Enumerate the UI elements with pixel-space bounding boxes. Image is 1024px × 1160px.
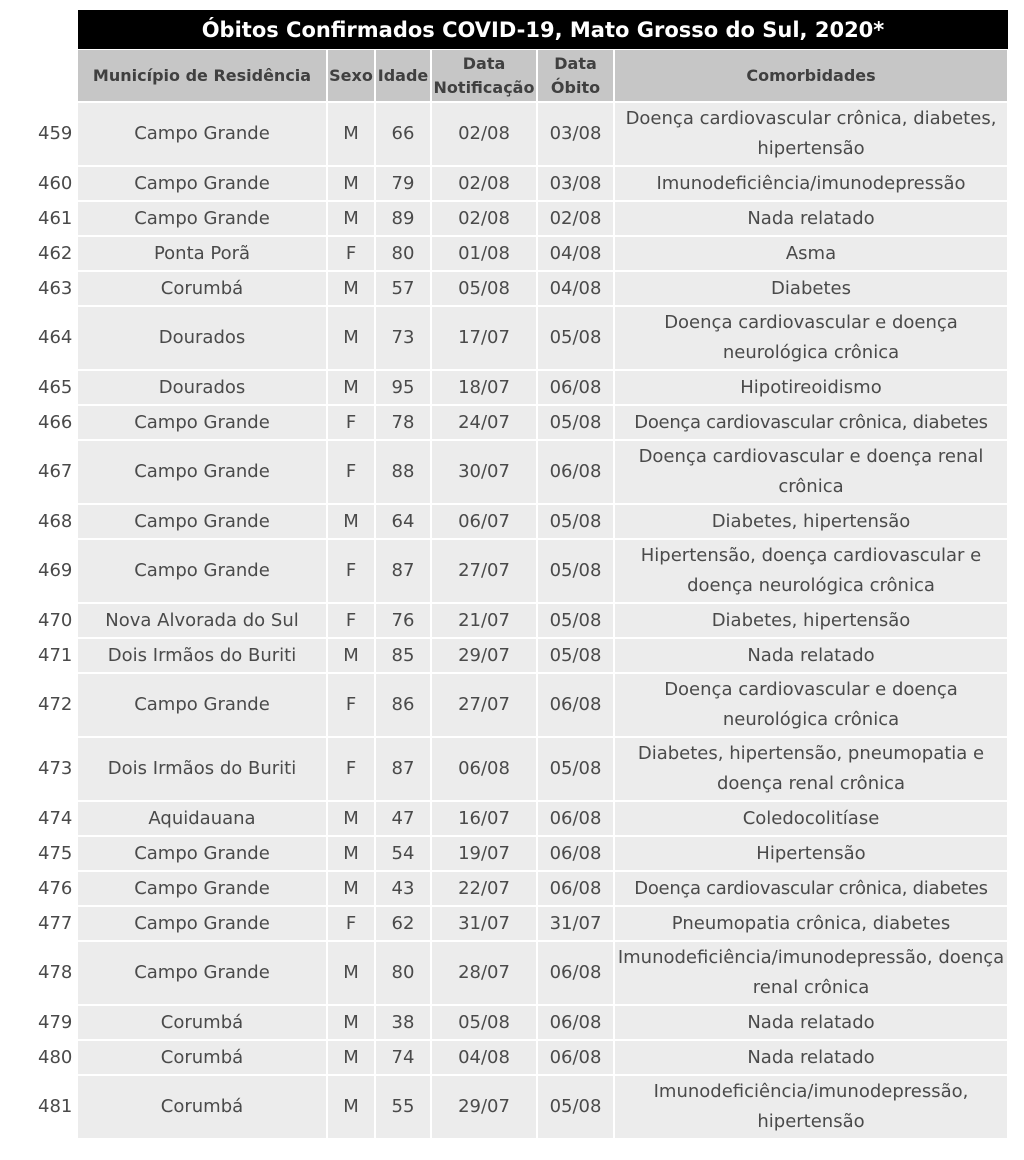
- cell-municipio: Campo Grande: [78, 872, 328, 907]
- cell-idade: 57: [376, 272, 432, 307]
- cell-municipio: Campo Grande: [78, 406, 328, 441]
- table-row: [34, 103, 1009, 167]
- cell-sexo: F: [328, 738, 376, 802]
- cell-data-notificacao: 06/08: [432, 738, 538, 802]
- cell-data-notificacao: 27/07: [432, 674, 538, 738]
- cell-sexo: M: [328, 202, 376, 237]
- cell-data-notificacao: 02/08: [432, 202, 538, 237]
- cell-comorbidades: Nada relatado: [615, 202, 1009, 237]
- table-row: [34, 441, 1009, 505]
- row-number: 461: [34, 202, 78, 237]
- cell-idade: 95: [376, 371, 432, 406]
- cell-idade: 78: [376, 406, 432, 441]
- cell-data-obito: 06/08: [538, 1041, 615, 1076]
- row-number: 463: [34, 272, 78, 307]
- cell-sexo: M: [328, 371, 376, 406]
- row-number: 475: [34, 837, 78, 872]
- cell-idade: 66: [376, 103, 432, 167]
- cell-municipio: Corumbá: [78, 1076, 328, 1140]
- table-row: [34, 307, 1009, 371]
- header-municipio: Município de Residência: [78, 50, 328, 103]
- cell-municipio: Campo Grande: [78, 942, 328, 1006]
- cell-sexo: M: [328, 505, 376, 540]
- cell-data-obito: 05/08: [538, 307, 615, 371]
- cell-sexo: F: [328, 604, 376, 639]
- cell-idade: 80: [376, 237, 432, 272]
- cell-municipio: Campo Grande: [78, 103, 328, 167]
- cell-comorbidades: Imunodeficiência/imunodepressão, hipertensão: [615, 1076, 1009, 1140]
- cell-idade: 88: [376, 441, 432, 505]
- cell-idade: 74: [376, 1041, 432, 1076]
- cell-idade: 87: [376, 738, 432, 802]
- cell-comorbidades: Diabetes: [615, 272, 1009, 307]
- cell-data-notificacao: 19/07: [432, 837, 538, 872]
- cell-data-notificacao: 02/08: [432, 103, 538, 167]
- cell-comorbidades: Doença cardiovascular e doença neurológica crônica: [615, 674, 1009, 738]
- cell-comorbidades: Coledocolitíase: [615, 802, 1009, 837]
- row-number: 472: [34, 674, 78, 738]
- row-number: 459: [34, 103, 78, 167]
- cell-data-notificacao: 27/07: [432, 540, 538, 604]
- deaths-table: [34, 50, 1009, 1140]
- row-number: 468: [34, 505, 78, 540]
- cell-municipio: Ponta Porã: [78, 237, 328, 272]
- cell-data-obito: 06/08: [538, 802, 615, 837]
- cell-data-notificacao: 30/07: [432, 441, 538, 505]
- cell-municipio: Dois Irmãos do Buriti: [78, 639, 328, 674]
- table-body: [34, 103, 1009, 1140]
- table-row: [34, 237, 1009, 272]
- header-sexo: Sexo: [328, 50, 376, 103]
- row-number: 477: [34, 907, 78, 942]
- cell-comorbidades: Hipertensão: [615, 837, 1009, 872]
- cell-municipio: Campo Grande: [78, 505, 328, 540]
- cell-data-notificacao: 05/08: [432, 272, 538, 307]
- cell-sexo: M: [328, 802, 376, 837]
- row-number: 478: [34, 942, 78, 1006]
- cell-data-notificacao: 01/08: [432, 237, 538, 272]
- cell-data-obito: 04/08: [538, 272, 615, 307]
- cell-data-obito: 06/08: [538, 1006, 615, 1041]
- row-number: 481: [34, 1076, 78, 1140]
- cell-data-obito: 02/08: [538, 202, 615, 237]
- cell-data-notificacao: 22/07: [432, 872, 538, 907]
- cell-data-obito: 04/08: [538, 237, 615, 272]
- table-row: [34, 272, 1009, 307]
- cell-data-obito: 06/08: [538, 371, 615, 406]
- cell-municipio: Campo Grande: [78, 167, 328, 202]
- cell-idade: 86: [376, 674, 432, 738]
- table-header: [34, 50, 1009, 103]
- cell-idade: 87: [376, 540, 432, 604]
- cell-data-notificacao: 05/08: [432, 1006, 538, 1041]
- cell-data-obito: 05/08: [538, 738, 615, 802]
- table-row: [34, 371, 1009, 406]
- cell-comorbidades: Diabetes, hipertensão: [615, 604, 1009, 639]
- row-number: 464: [34, 307, 78, 371]
- cell-idade: 54: [376, 837, 432, 872]
- table-row: [34, 202, 1009, 237]
- cell-municipio: Dois Irmãos do Buriti: [78, 738, 328, 802]
- cell-idade: 43: [376, 872, 432, 907]
- cell-sexo: F: [328, 406, 376, 441]
- cell-municipio: Corumbá: [78, 1041, 328, 1076]
- cell-municipio: Campo Grande: [78, 907, 328, 942]
- cell-idade: 80: [376, 942, 432, 1006]
- row-number: 471: [34, 639, 78, 674]
- cell-data-notificacao: 31/07: [432, 907, 538, 942]
- cell-data-notificacao: 18/07: [432, 371, 538, 406]
- cell-comorbidades: Nada relatado: [615, 1006, 1009, 1041]
- cell-comorbidades: Nada relatado: [615, 639, 1009, 674]
- cell-data-notificacao: 17/07: [432, 307, 538, 371]
- cell-data-notificacao: 06/07: [432, 505, 538, 540]
- cell-sexo: F: [328, 674, 376, 738]
- header-data-obito: Data Óbito: [538, 50, 615, 103]
- cell-municipio: Nova Alvorada do Sul: [78, 604, 328, 639]
- cell-data-obito: 05/08: [538, 505, 615, 540]
- row-number: 476: [34, 872, 78, 907]
- cell-comorbidades: Pneumopatia crônica, diabetes: [615, 907, 1009, 942]
- row-number: 474: [34, 802, 78, 837]
- cell-data-obito: 05/08: [538, 540, 615, 604]
- row-number: 466: [34, 406, 78, 441]
- cell-data-obito: 06/08: [538, 942, 615, 1006]
- cell-data-obito: 05/08: [538, 406, 615, 441]
- cell-municipio: Aquidauana: [78, 802, 328, 837]
- cell-idade: 62: [376, 907, 432, 942]
- row-number: 467: [34, 441, 78, 505]
- cell-data-obito: 31/07: [538, 907, 615, 942]
- table-row: [34, 639, 1009, 674]
- cell-comorbidades: Doença cardiovascular crônica, diabetes, hipertensão: [615, 103, 1009, 167]
- cell-data-notificacao: 16/07: [432, 802, 538, 837]
- cell-sexo: M: [328, 872, 376, 907]
- cell-comorbidades: Hipotireoidismo: [615, 371, 1009, 406]
- cell-comorbidades: Doença cardiovascular crônica, diabetes: [615, 872, 1009, 907]
- cell-sexo: M: [328, 307, 376, 371]
- table-row: [34, 406, 1009, 441]
- header-data-notificacao: Data Notificação: [432, 50, 538, 103]
- cell-comorbidades: Doença cardiovascular crônica, diabetes: [615, 406, 1009, 441]
- cell-municipio: Campo Grande: [78, 540, 328, 604]
- table-row: [34, 837, 1009, 872]
- cell-sexo: F: [328, 540, 376, 604]
- row-number: 465: [34, 371, 78, 406]
- cell-sexo: M: [328, 1006, 376, 1041]
- cell-data-obito: 03/08: [538, 103, 615, 167]
- table-row: [34, 505, 1009, 540]
- row-number: 462: [34, 237, 78, 272]
- cell-idade: 89: [376, 202, 432, 237]
- cell-idade: 79: [376, 167, 432, 202]
- row-number: 469: [34, 540, 78, 604]
- cell-data-notificacao: 24/07: [432, 406, 538, 441]
- table-row: [34, 942, 1009, 1006]
- row-number-header: [34, 50, 78, 103]
- table-row: [34, 674, 1009, 738]
- table-row: [34, 1006, 1009, 1041]
- cell-idade: 73: [376, 307, 432, 371]
- table-row: [34, 604, 1009, 639]
- cell-comorbidades: Doença cardiovascular e doença renal crônica: [615, 441, 1009, 505]
- row-number: 470: [34, 604, 78, 639]
- cell-comorbidades: Hipertensão, doença cardiovascular e doença neurológica crônica: [615, 540, 1009, 604]
- cell-data-notificacao: 29/07: [432, 1076, 538, 1140]
- cell-sexo: M: [328, 837, 376, 872]
- cell-sexo: F: [328, 441, 376, 505]
- cell-data-obito: 03/08: [538, 167, 615, 202]
- cell-municipio: Campo Grande: [78, 674, 328, 738]
- cell-data-obito: 05/08: [538, 604, 615, 639]
- table-row: [34, 1076, 1009, 1140]
- cell-municipio: Campo Grande: [78, 441, 328, 505]
- cell-comorbidades: Diabetes, hipertensão: [615, 505, 1009, 540]
- cell-comorbidades: Imunodeficiência/imunodepressão, doença renal crônica: [615, 942, 1009, 1006]
- table-row: [34, 1041, 1009, 1076]
- row-number: 479: [34, 1006, 78, 1041]
- cell-municipio: Corumbá: [78, 272, 328, 307]
- table-row: [34, 738, 1009, 802]
- cell-data-obito: 05/08: [538, 639, 615, 674]
- cell-municipio: Corumbá: [78, 1006, 328, 1041]
- cell-comorbidades: Asma: [615, 237, 1009, 272]
- table-row: [34, 907, 1009, 942]
- table-row: [34, 540, 1009, 604]
- row-number: 460: [34, 167, 78, 202]
- cell-idade: 64: [376, 505, 432, 540]
- cell-idade: 47: [376, 802, 432, 837]
- cell-data-obito: 06/08: [538, 837, 615, 872]
- cell-data-obito: 05/08: [538, 1076, 615, 1140]
- cell-idade: 85: [376, 639, 432, 674]
- cell-municipio: Dourados: [78, 307, 328, 371]
- header-idade: Idade: [376, 50, 432, 103]
- row-number: 480: [34, 1041, 78, 1076]
- cell-municipio: Dourados: [78, 371, 328, 406]
- cell-data-notificacao: 21/07: [432, 604, 538, 639]
- cell-data-obito: 06/08: [538, 872, 615, 907]
- cell-idade: 76: [376, 604, 432, 639]
- cell-data-notificacao: 28/07: [432, 942, 538, 1006]
- cell-idade: 55: [376, 1076, 432, 1140]
- cell-comorbidades: Doença cardiovascular e doença neurológica crônica: [615, 307, 1009, 371]
- cell-idade: 38: [376, 1006, 432, 1041]
- cell-data-notificacao: 04/08: [432, 1041, 538, 1076]
- cell-sexo: F: [328, 237, 376, 272]
- cell-sexo: M: [328, 942, 376, 1006]
- cell-sexo: M: [328, 1041, 376, 1076]
- cell-data-notificacao: 02/08: [432, 167, 538, 202]
- cell-sexo: M: [328, 639, 376, 674]
- cell-sexo: M: [328, 272, 376, 307]
- table-title: Óbitos Confirmados COVID-19, Mato Grosso do Sul, 2020*: [78, 10, 1008, 49]
- cell-comorbidades: Nada relatado: [615, 1041, 1009, 1076]
- cell-sexo: F: [328, 907, 376, 942]
- cell-data-notificacao: 29/07: [432, 639, 538, 674]
- cell-comorbidades: Imunodeficiência/imunodepressão: [615, 167, 1009, 202]
- table-row: [34, 167, 1009, 202]
- cell-data-obito: 06/08: [538, 674, 615, 738]
- cell-sexo: M: [328, 1076, 376, 1140]
- cell-municipio: Campo Grande: [78, 837, 328, 872]
- cell-municipio: Campo Grande: [78, 202, 328, 237]
- table-row: [34, 872, 1009, 907]
- row-number: 473: [34, 738, 78, 802]
- cell-comorbidades: Diabetes, hipertensão, pneumopatia e doença renal crônica: [615, 738, 1009, 802]
- table-row: [34, 802, 1009, 837]
- cell-sexo: M: [328, 103, 376, 167]
- header-comorbidades: Comorbidades: [615, 50, 1009, 103]
- cell-sexo: M: [328, 167, 376, 202]
- cell-data-obito: 06/08: [538, 441, 615, 505]
